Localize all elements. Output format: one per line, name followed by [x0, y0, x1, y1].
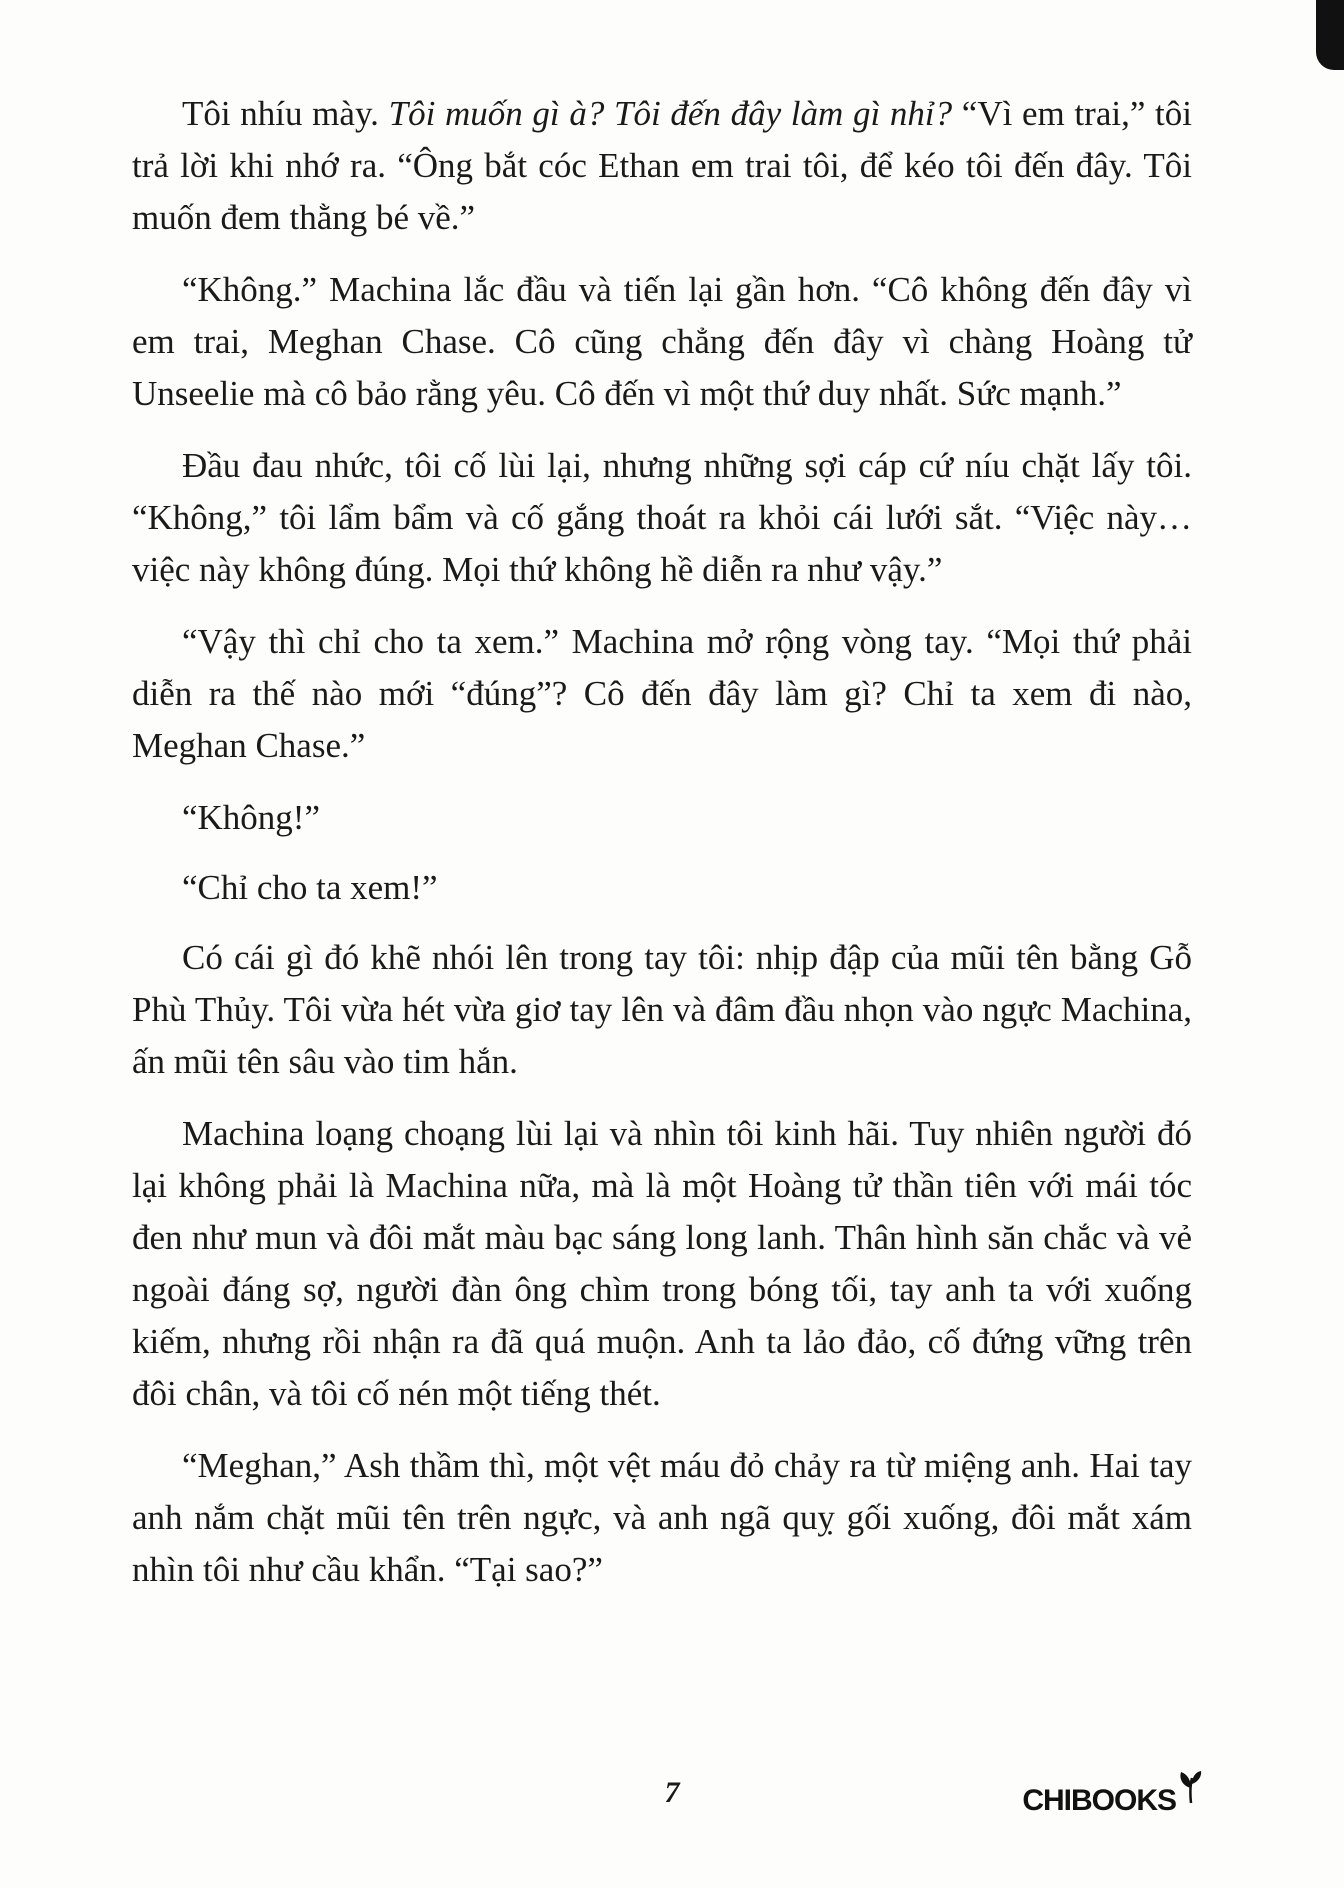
paragraph-2 [132, 264, 1192, 420]
paragraph-4-run-1: “Vậy thì chỉ cho ta xem.” Machina mở rộng vòng tay. “Mọi thứ phải diễn ra thế nào mới “đúng”? Cô đến đây làm gì? Chỉ ta xem đi nào, Meghan Chase.” [132, 622, 1192, 765]
paragraph-1-run-3: “Vì em trai,” tôi trả lời khi nhớ ra. “Ông bắt cóc Ethan em trai tôi, để kéo tôi đến đây. Tôi muốn đem thằng bé về.” [132, 94, 1192, 237]
paragraph-6-run-1: “Chỉ cho ta xem!” [182, 868, 438, 907]
paragraph-9 [132, 1440, 1192, 1596]
paragraph-8-run-1: Machina loạng choạng lùi lại và nhìn tôi kinh hãi. Tuy nhiên người đó lại không phải là Machina nữa, mà là một Hoàng tử thần tiên với mái tóc đen như mun và đôi mắt màu bạc sáng long lanh. Thân hình săn chắc và vẻ ngoài đáng sợ, người đàn ông chìm trong bóng tối, tay anh ta với xuống kiếm, nhưng rồi nhận ra đã quá muộn. Anh ta lảo đảo, cố đứng vững trên đôi chân, và tôi cố nén một tiếng thét. [132, 1114, 1192, 1413]
page-corner-mark [1316, 0, 1344, 70]
paragraph-1-run-1: Tôi nhíu mày. [182, 94, 389, 133]
leaf-icon [1178, 1770, 1204, 1808]
paragraph-1-run-2-italic: Tôi muốn gì à? Tôi đến đây làm gì nhỉ? [388, 94, 953, 133]
paragraph-8 [132, 1108, 1192, 1420]
paragraph-9-run-1: “Meghan,” Ash thầm thì, một vệt máu đỏ chảy ra từ miệng anh. Hai tay anh nắm chặt mũi tên trên ngực, và anh ngã quỵ gối xuống, đôi mắt xám nhìn tôi như cầu khẩn. “Tại sao?” [132, 1446, 1192, 1589]
page-footer [0, 1770, 1344, 1840]
paragraph-3 [132, 440, 1192, 596]
publisher-logo [1022, 1770, 1204, 1818]
body-text [132, 88, 1192, 1616]
paragraph-7-run-1: Có cái gì đó khẽ nhói lên trong tay tôi: nhịp đập của mũi tên bằng Gỗ Phù Thủy. Tôi vừa hét vừa giơ tay lên và đâm đầu nhọn vào ngực Machina, ấn mũi tên sâu vào tim hắn. [132, 938, 1192, 1081]
paragraph-6 [132, 862, 1192, 914]
page-number: 7 [664, 1776, 680, 1809]
paragraph-4 [132, 616, 1192, 772]
paragraph-1 [132, 88, 1192, 244]
paragraph-2-run-1: “Không.” Machina lắc đầu và tiến lại gần hơn. “Cô không đến đây vì em trai, Meghan Chase. Cô cũng chẳng đến đây vì chàng Hoàng tử Unseelie mà cô bảo rằng yêu. Cô đến vì một thứ duy nhất. Sức mạnh.” [132, 270, 1192, 413]
paragraph-3-run-1: Đầu đau nhức, tôi cố lùi lại, nhưng những sợi cáp cứ níu chặt lấy tôi. “Không,” tôi lẩm bẩm và cố gắng thoát ra khỏi cái lưới sắt. “Việc này… việc này không đúng. Mọi thứ không hề diễn ra như vậy.” [132, 446, 1192, 589]
paragraph-5 [132, 792, 1192, 844]
paragraph-5-run-1: “Không!” [182, 798, 321, 837]
publisher-name: CHIBOOKS [1022, 1784, 1176, 1817]
paragraph-7 [132, 932, 1192, 1088]
